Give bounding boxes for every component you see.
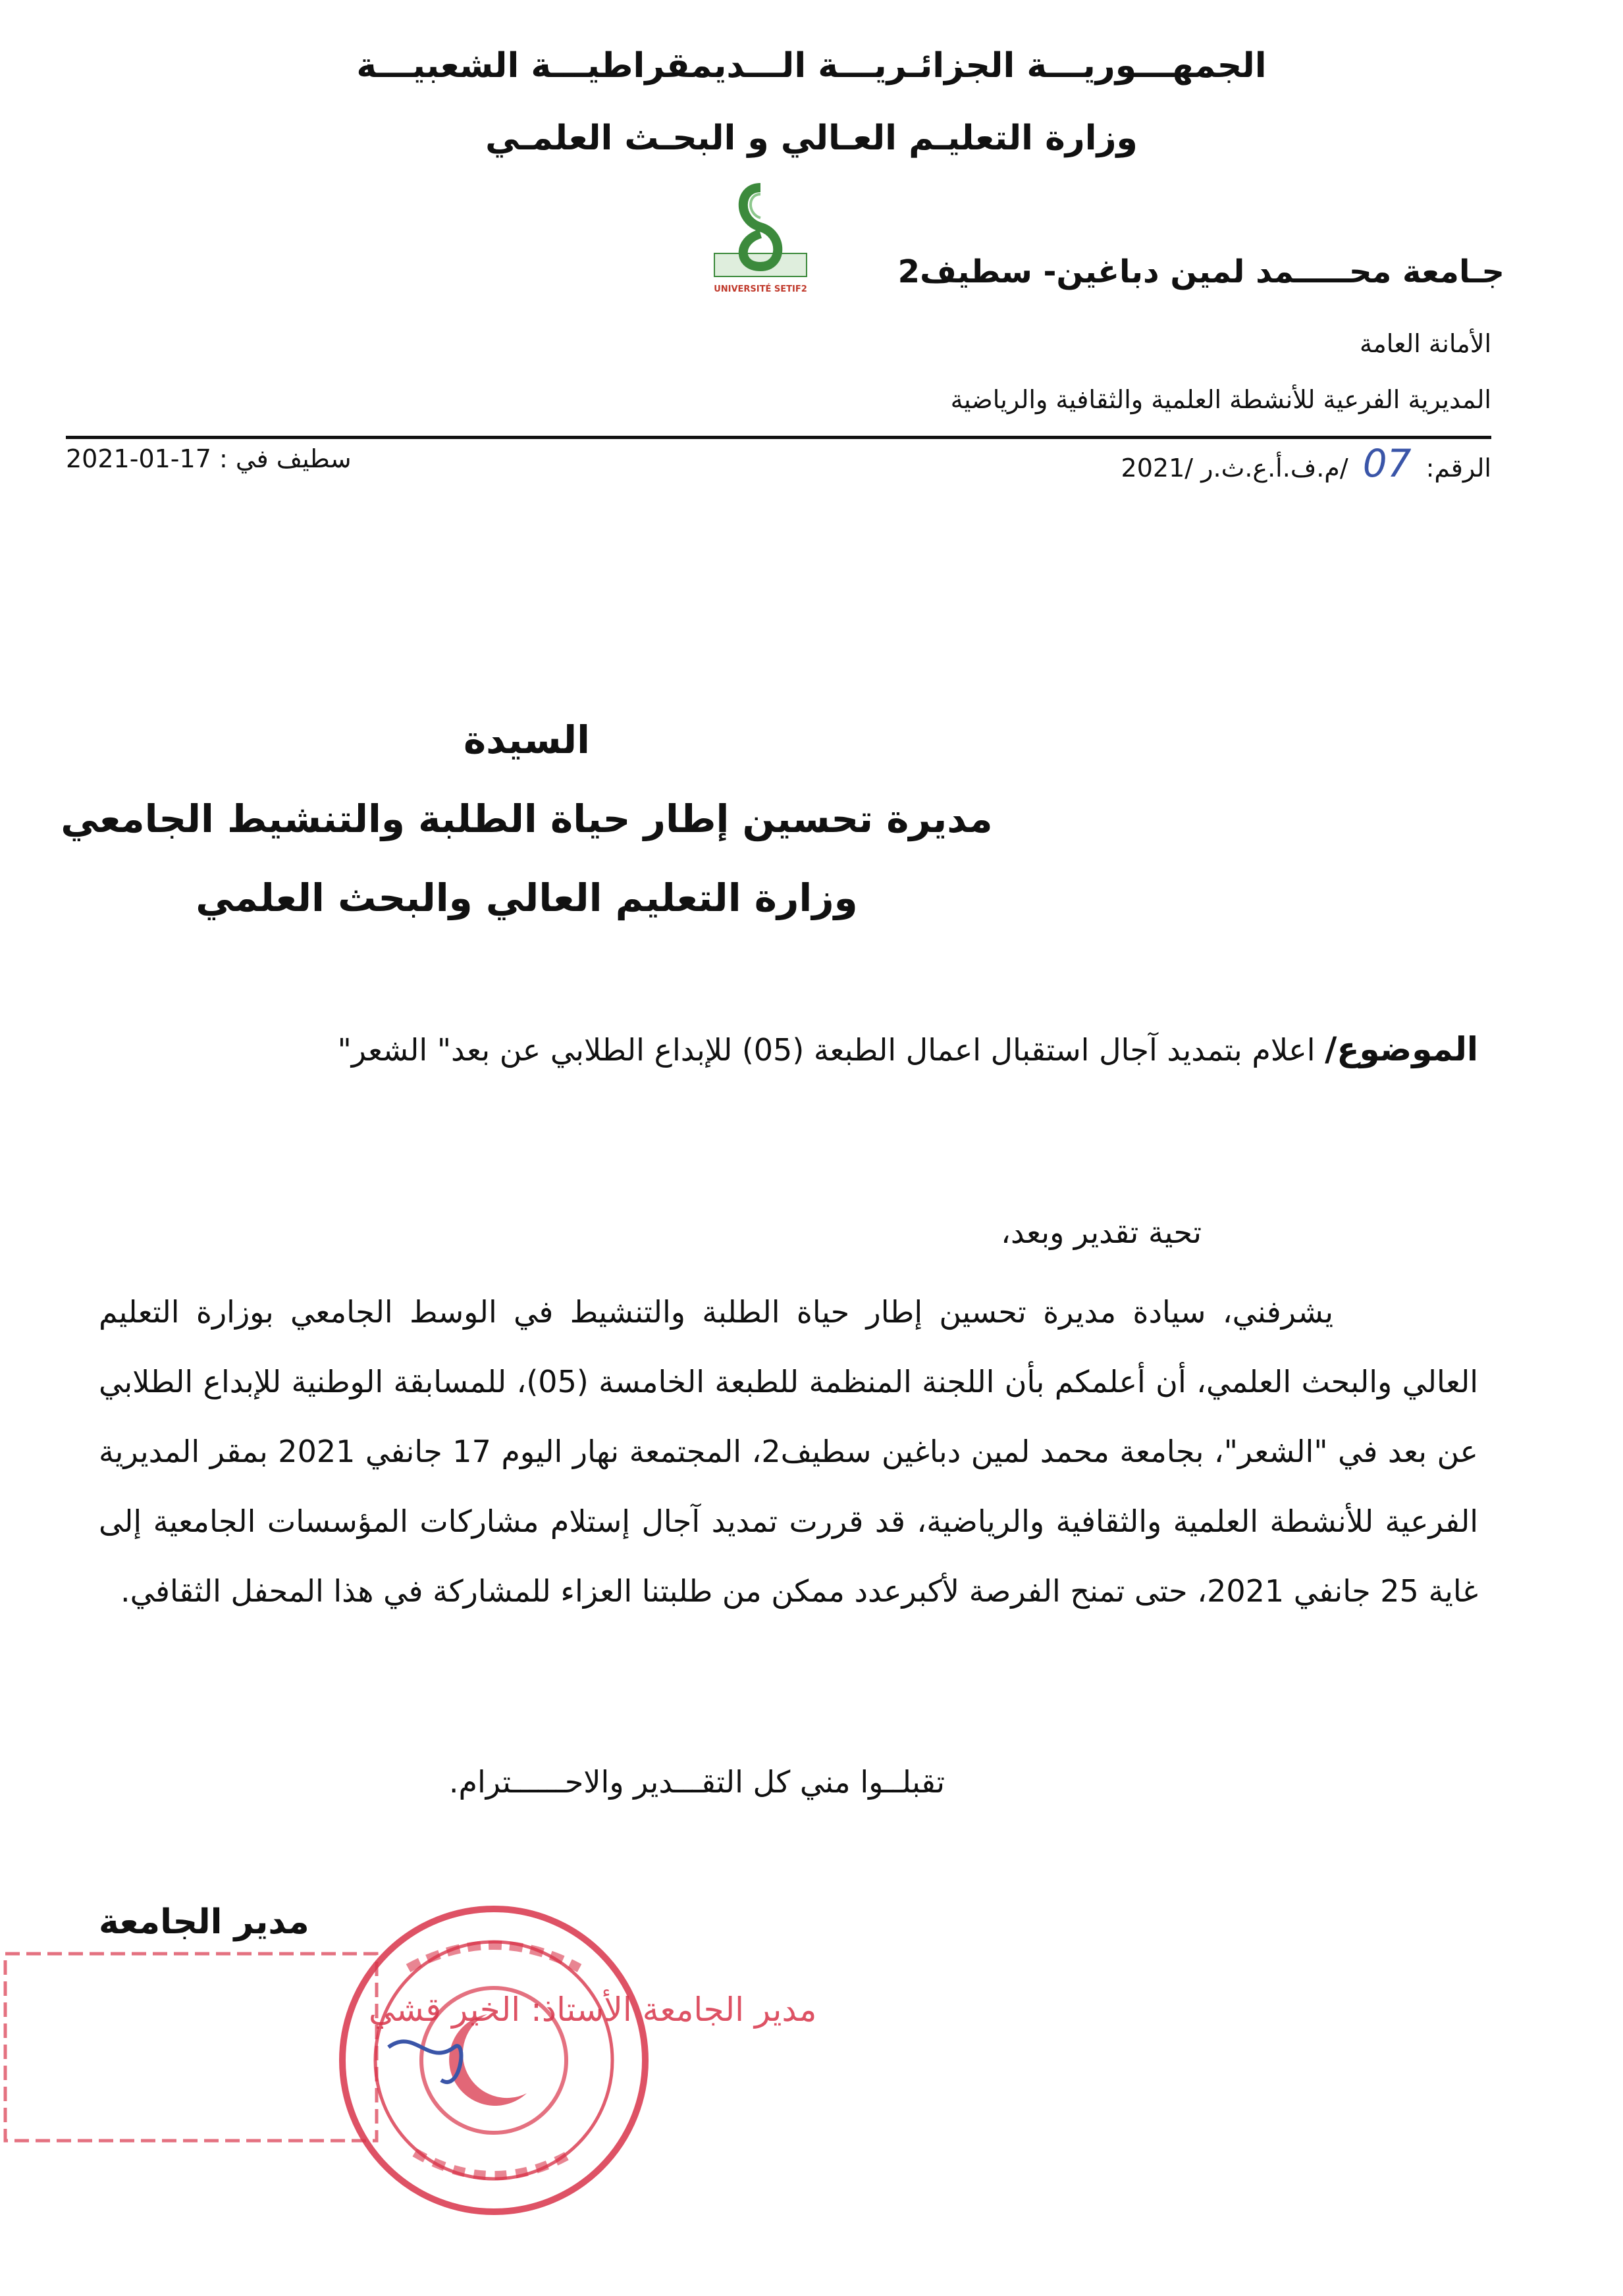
body-text: يشرفني، سيادة مديرة تحسين إطار حياة الطلبة والتنشيط في الوسط الجامعي بوزارة التعليم العالي والبحث العلمي، أن أعلمكم بأن اللجنة المنظمة للطبعة الخامسة (05)، للمسابقة الوطنية للإبداع الطلابي عن بعد في "الشعر"، بجامعة محمد لمين دباغين سطيف2، المجتمعة نهار اليوم 17 جانفي 2021 بمقر المديرية الفرعية للأنشطة العلمية والثقافية والرياضية، قد قررت تمديد آجال إستلام مشاركات المؤسسات الجامعية إلى غاية 25 جانفي 2021، حتى تمنح الفرصة لأكبرعدد ممكن من طلبتنا العزاء للمشاركة في هذا المحفل الثقافي. xyxy=(99,1294,1478,1609)
secretariat-label: الأمانة العامة xyxy=(1360,329,1491,358)
svg-text:مدير الجامعة الأستاذ: الخير قش: مدير الجامعة الأستاذ: الخير قشي xyxy=(369,1991,817,2029)
republic-heading: الجمهـــوريـــة الجزائـريـــة الـــديمقراطيـــة الشعبيـــة xyxy=(356,46,1267,86)
subject-text: اعلام بتمديد آجال استقبال اعمال الطبعة (05) للإبداع الطلابي عن بعد" الشعر" xyxy=(337,1032,1325,1068)
addressee-title: السيدة xyxy=(463,718,591,762)
ministry-heading: وزارة التعليـم العـالي و البحـث العلمـي xyxy=(485,118,1138,158)
addressee-position: مديرة تحسين إطار حياة الطلبة والتنشيط الجامعي xyxy=(61,796,993,841)
reference-number: 07 xyxy=(1362,441,1412,486)
signer-title: مدير الجامعة xyxy=(99,1902,309,1942)
closing-line: تقبلــوا مني كل التقـــدير والاحــــــترام. xyxy=(448,1764,945,1800)
header-divider xyxy=(66,436,1491,439)
reference-line xyxy=(1121,441,1491,486)
addressee-ministry: وزارة التعليم العالي والبحث العلمي xyxy=(196,875,858,920)
greeting: تحية تقدير وبعد، xyxy=(1001,1214,1202,1250)
university-name: جـامعة محـــــمد لمين دباغين- سطيف2 xyxy=(897,253,1504,290)
subject-label: الموضوع/ xyxy=(1325,1030,1478,1068)
body-paragraph xyxy=(99,1277,1478,1626)
director-name-stamp xyxy=(0,1948,817,2146)
subject-line xyxy=(338,1030,1478,1068)
reference-label: الرقم: xyxy=(1425,454,1491,483)
university-logo xyxy=(698,174,823,300)
directorate-label: المديرية الفرعية للأنشطة العلمية والثقافية والرياضية xyxy=(950,385,1491,414)
letter-date: سطيف في : 17-01-2021 xyxy=(66,444,352,473)
svg-text:UNIVERSITÉ SETIF2: UNIVERSITÉ SETIF2 xyxy=(714,284,807,294)
reference-code: /م.ف.أ.ع.ث.ر /2021 xyxy=(1121,454,1348,483)
